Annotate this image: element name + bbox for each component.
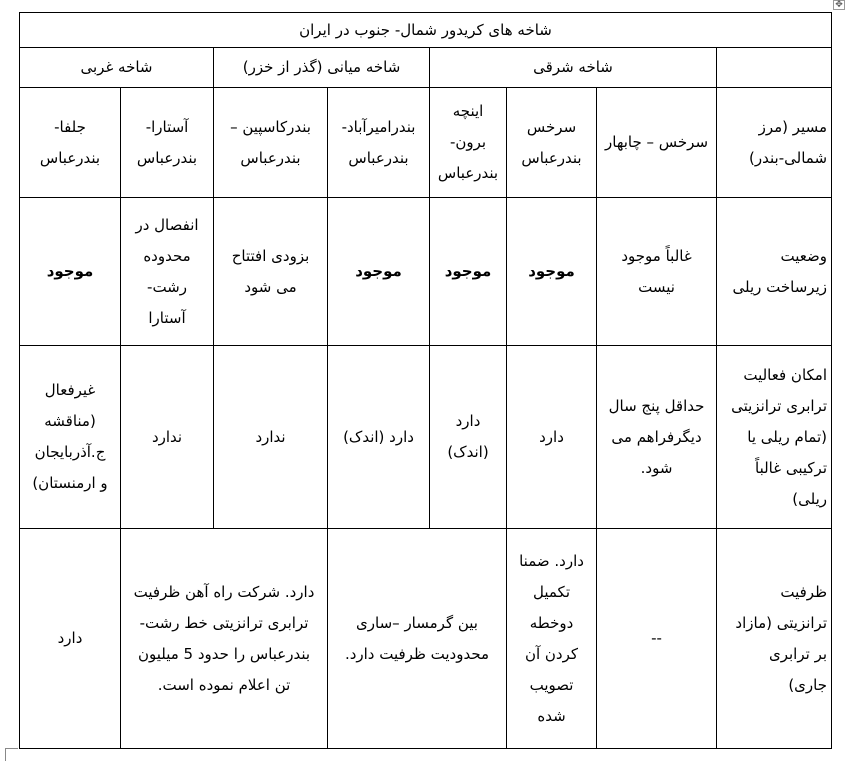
- table-row: [20, 48, 832, 88]
- infra-cell: بزودی افتتاح می شود: [214, 198, 328, 346]
- capacity-cell: دارد. شرکت راه آهن ظرفیت ترابری ترانزیتی خط رشت- بندرعباس را حدود 5 میلیون تن اعلام نموده است.: [121, 529, 328, 749]
- header-empty-cell: [717, 48, 832, 88]
- table-row: [20, 198, 832, 346]
- route-cell: سرخس بندرعباس: [507, 88, 597, 198]
- infra-cell: انفصال در محدوده رشت- آستارا: [121, 198, 214, 346]
- table-row: [20, 529, 832, 749]
- transit-cell: دارد (اندک): [430, 346, 507, 529]
- capacity-cell: بین گرمسار –ساری محدودیت ظرفیت دارد.: [328, 529, 507, 749]
- branch-middle-header: شاخه میانی (گذر از خزر): [214, 48, 430, 88]
- branch-west-header: شاخه غربی: [20, 48, 214, 88]
- route-cell: جلفا- بندرعباس: [20, 88, 121, 198]
- infra-cell: موجود: [328, 198, 430, 346]
- transit-cell: دارد: [507, 346, 597, 529]
- route-cell: اینچه برون- بندرعباس: [430, 88, 507, 198]
- infra-cell: غالباً موجود نیست: [597, 198, 717, 346]
- row-label-infra: وضعیت زیرساخت ریلی: [717, 198, 832, 346]
- table-row: [20, 13, 832, 48]
- table-row: [20, 88, 832, 198]
- route-cell: سرخس – چابهار: [597, 88, 717, 198]
- page-corner-mark: [5, 748, 18, 761]
- transit-cell: ندارد: [214, 346, 328, 529]
- table-move-handle-icon[interactable]: ✥: [833, 0, 845, 10]
- route-cell: بندرامیرآباد- بندرعباس: [328, 88, 430, 198]
- capacity-cell: --: [597, 529, 717, 749]
- capacity-cell: دارد. ضمنا تکمیل دوخطه کردن آن تصویب شده: [507, 529, 597, 749]
- corridor-table: [19, 12, 832, 749]
- route-cell: آستارا- بندرعباس: [121, 88, 214, 198]
- transit-cell: غیرفعال (مناقشه ج.آذربایجان و ارمنستان): [20, 346, 121, 529]
- infra-cell: موجود: [507, 198, 597, 346]
- row-label-capacity: ظرفیت ترانزیتی (مازاد بر ترابری جاری): [717, 529, 832, 749]
- infra-cell: موجود: [430, 198, 507, 346]
- transit-cell: دارد (اندک): [328, 346, 430, 529]
- table-title: شاخه های کریدور شمال- جنوب در ایران: [20, 13, 832, 48]
- route-cell: بندرکاسپین – بندرعباس: [214, 88, 328, 198]
- transit-cell: ندارد: [121, 346, 214, 529]
- row-label-routes: مسیر (مرز شمالی-بندر): [717, 88, 832, 198]
- table-row: [20, 346, 832, 529]
- transit-cell: حداقل پنج سال دیگرفراهم می شود.: [597, 346, 717, 529]
- row-label-transit: امکان فعالیت ترابری ترانزیتی (تمام ریلی یا ترکیبی غالباً ریلی): [717, 346, 832, 529]
- capacity-cell: دارد: [20, 529, 121, 749]
- infra-cell: موجود: [20, 198, 121, 346]
- branch-east-header: شاخه شرقی: [430, 48, 717, 88]
